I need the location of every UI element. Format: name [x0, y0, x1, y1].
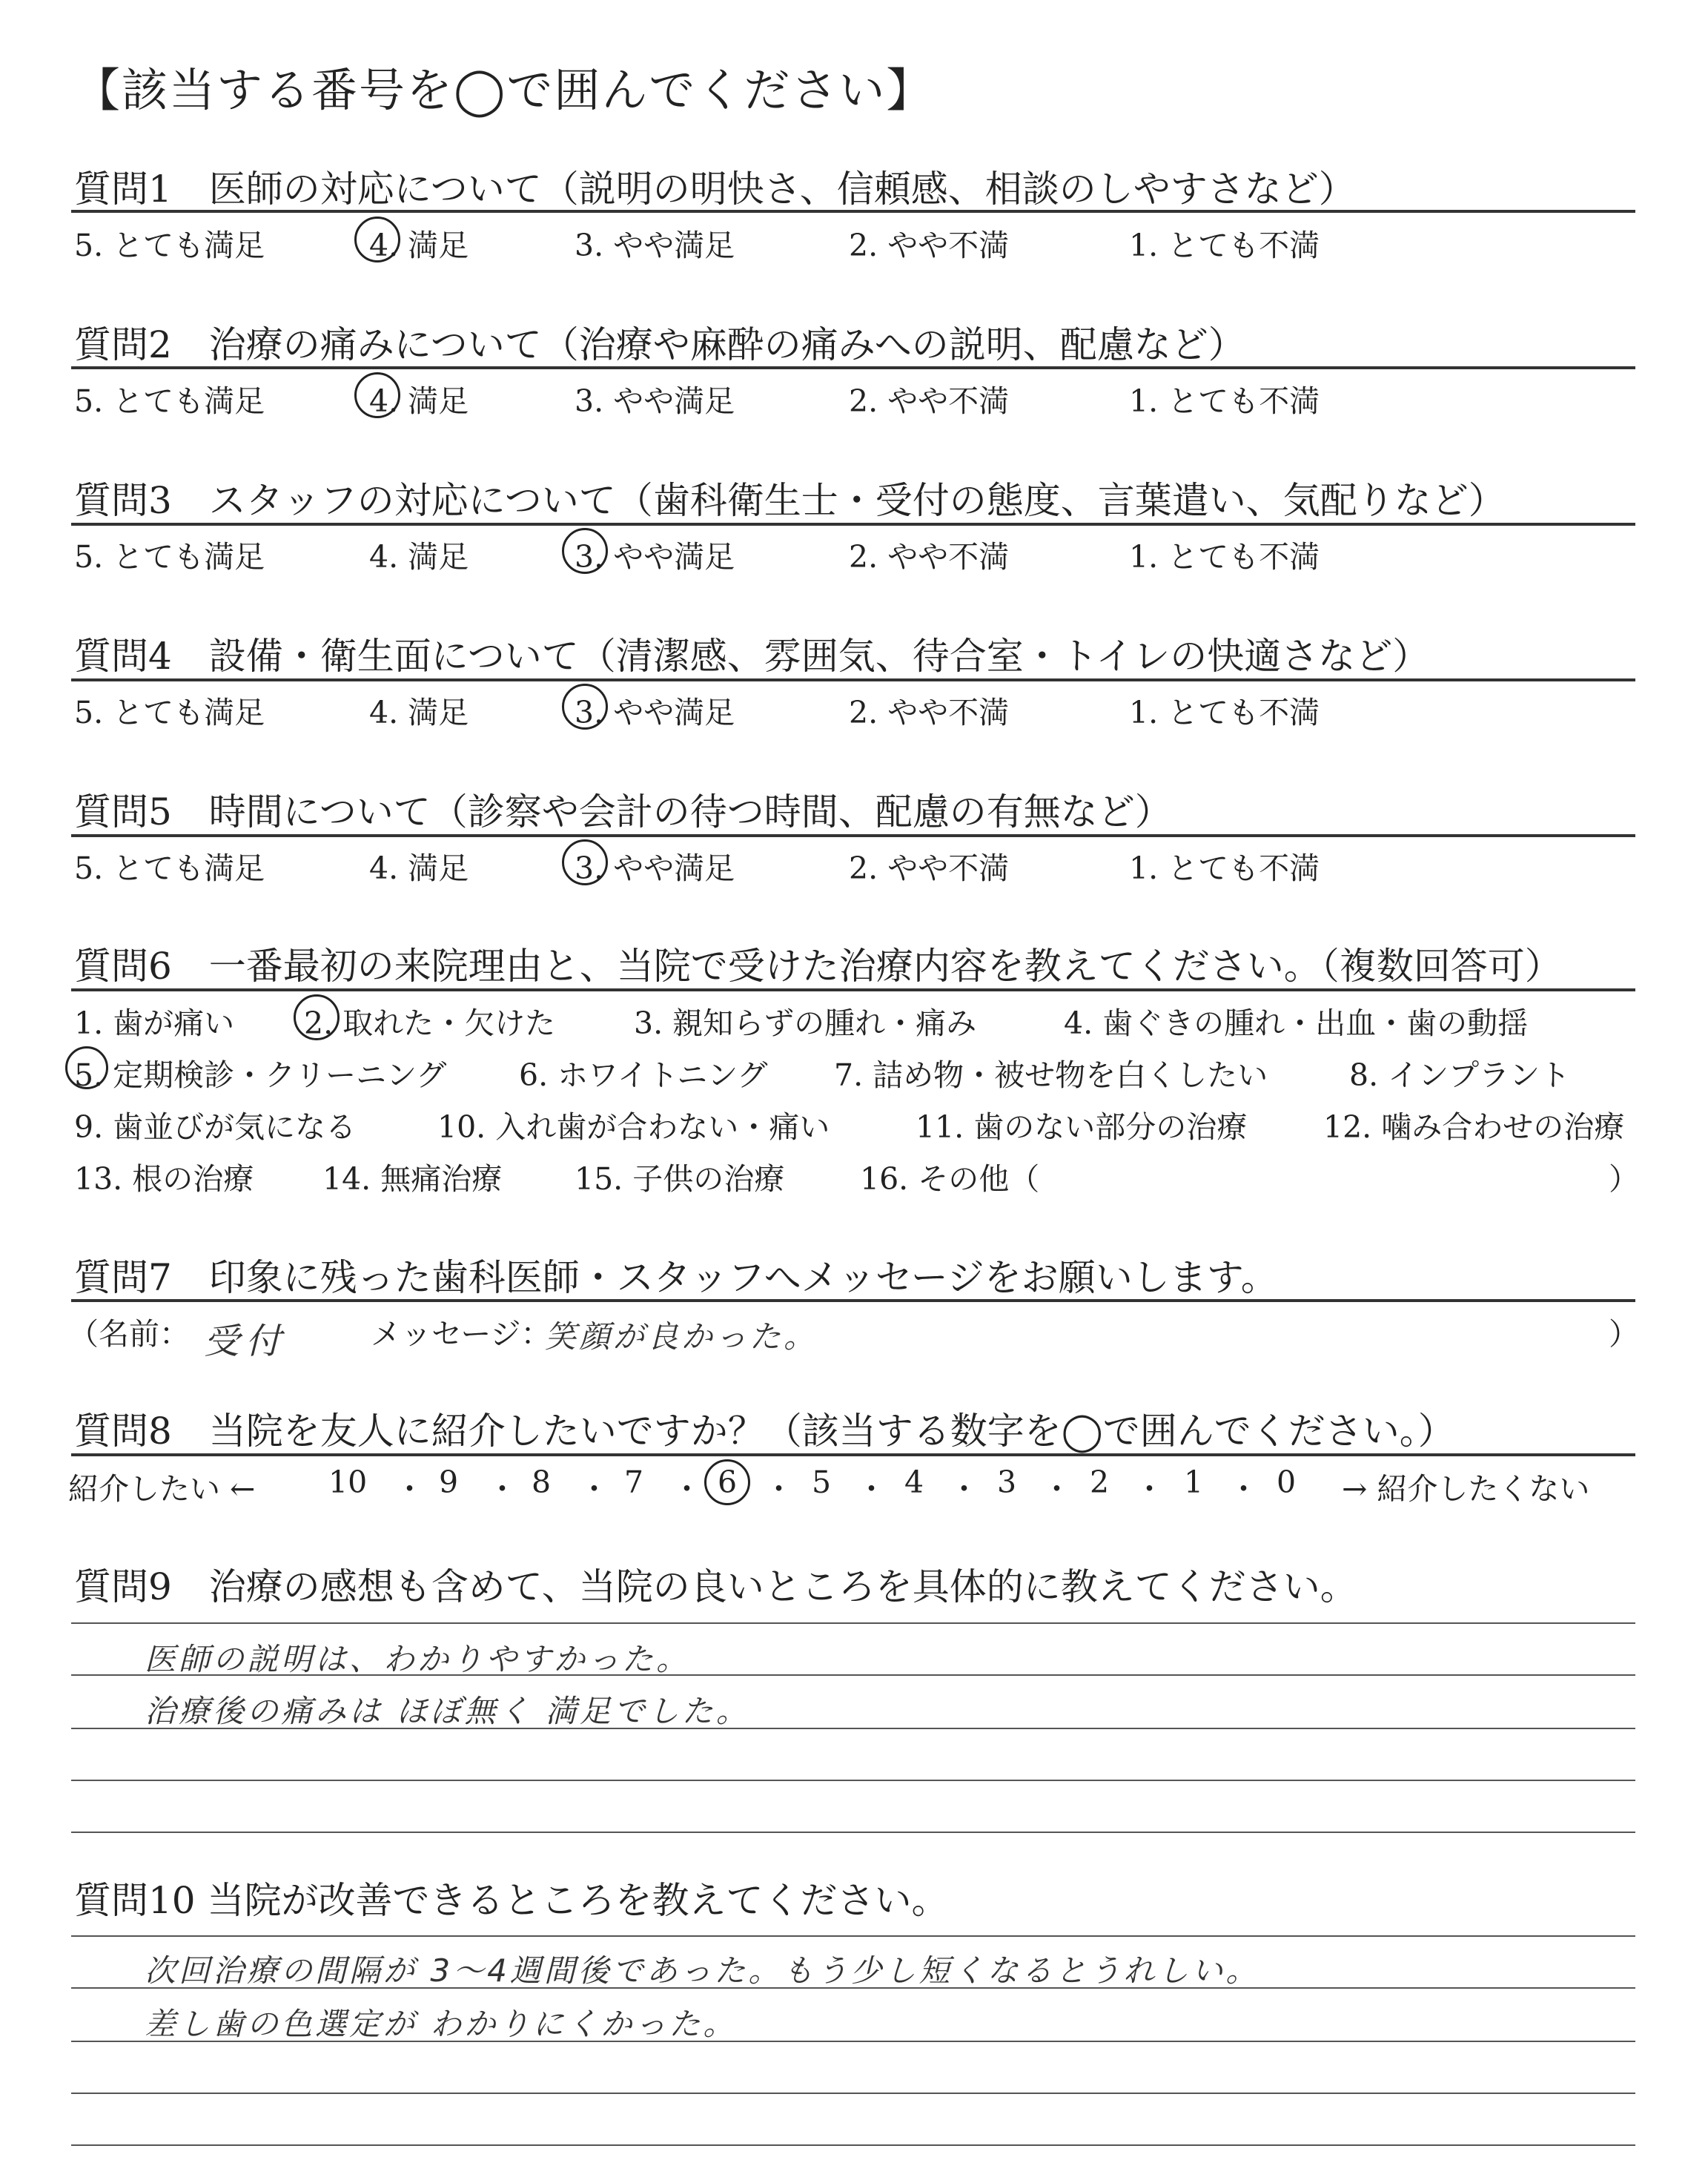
q1-option-2[interactable]: 2. やや不満 [849, 228, 1010, 263]
q8-scale-0[interactable]: 0 [1277, 1464, 1297, 1500]
q2-option-4[interactable]: 4. 満足 [369, 383, 469, 419]
q9-writing-line [71, 1832, 1635, 1833]
q5-option-3[interactable]: 3. やや満足 [575, 851, 735, 886]
q5-option-5[interactable]: 5. とても満足 [74, 851, 265, 886]
q2-option-1[interactable]: 1. とても不満 [1129, 383, 1320, 419]
q1-option-3[interactable]: 3. やや満足 [575, 228, 735, 263]
q1-option-1[interactable]: 1. とても不満 [1129, 228, 1320, 263]
q9-writing-line [71, 1674, 1635, 1676]
q8-sep: ・ [764, 1471, 794, 1507]
q4-option-5[interactable]: 5. とても満足 [74, 695, 265, 730]
q7-name-value[interactable]: 受付 [204, 1321, 288, 1362]
q8-sep: ・ [672, 1471, 702, 1507]
q2-rule [71, 366, 1635, 369]
q2-title: 質問2 治療の痛みについて（治療や麻酔の痛みへの説明、配慮など） [74, 323, 1245, 366]
q8-scale-3[interactable]: 3 [997, 1464, 1017, 1500]
q1-option-5[interactable]: 5. とても満足 [74, 228, 265, 263]
q3-option-4[interactable]: 4. 満足 [369, 539, 469, 575]
q8-sep: ・ [949, 1471, 979, 1507]
q9-writing-line [71, 1728, 1635, 1729]
q10-answer-line-2[interactable]: 差し歯の色選定が わかりにくかった。 [145, 2006, 738, 2042]
q3-option-1[interactable]: 1. とても不満 [1129, 539, 1320, 575]
q6-option-7[interactable]: 7. 詰め物・被せ物を白くしたい [834, 1057, 1268, 1093]
q1-option-4[interactable]: 4. 満足 [369, 228, 469, 263]
q9-writing-line [71, 1622, 1635, 1624]
q6-option-8[interactable]: 8. インプラント [1349, 1057, 1571, 1093]
q6-option-13[interactable]: 13. 根の治療 [74, 1161, 254, 1197]
q4-option-1[interactable]: 1. とても不満 [1129, 695, 1320, 730]
q5-option-2[interactable]: 2. やや不満 [849, 851, 1010, 886]
q8-scale-8[interactable]: 8 [532, 1464, 552, 1500]
q3-option-3[interactable]: 3. やや満足 [575, 539, 735, 575]
q8-sep: ・ [1134, 1471, 1165, 1507]
q8-scale-9[interactable]: 9 [439, 1464, 459, 1500]
q6-option-16[interactable]: 16. その他（ [860, 1161, 1040, 1197]
q10-title: 質問10 当院が改善できるところを教えてください。 [74, 1879, 949, 1922]
q6-option-4[interactable]: 4. 歯ぐきの腫れ・出血・歯の動揺 [1064, 1005, 1529, 1041]
q7-rule [71, 1299, 1635, 1302]
q4-rule [71, 678, 1635, 681]
q6-option-12[interactable]: 12. 噛み合わせの治療 [1323, 1109, 1625, 1145]
q5-rule [71, 834, 1635, 837]
q8-right-label: → 紹介したくない [1342, 1471, 1590, 1507]
q3-rule [71, 523, 1635, 526]
q8-title: 質問8 当院を友人に紹介したいですか？（該当する数字を◯で囲んでください。） [74, 1410, 1455, 1453]
q10-writing-line [71, 2144, 1635, 2146]
q9-title: 質問9 治療の感想も含めて、当院の良いところを具体的に教えてください。 [74, 1565, 1357, 1608]
q8-scale-2[interactable]: 2 [1090, 1464, 1110, 1500]
q7-name-label: （名前： [68, 1316, 190, 1352]
q6-option-15[interactable]: 15. 子供の治療 [575, 1161, 785, 1197]
q9-answer-line-1[interactable]: 医師の説明は、わかりやすかった。 [145, 1641, 691, 1677]
q8-scale-6[interactable]: 6 [718, 1464, 738, 1500]
q5-title: 質問5 時間について（診察や会計の待つ時間、配慮の有無など） [74, 790, 1172, 833]
q8-sep: ・ [856, 1471, 887, 1507]
q2-option-3[interactable]: 3. やや満足 [575, 383, 735, 419]
q4-title: 質問4 設備・衛生面について（清潔感、雰囲気、待合室・トイレの快適さなど） [74, 635, 1430, 678]
q1-rule [71, 210, 1635, 213]
q7-close-paren: ） [1609, 1316, 1639, 1352]
q6-title: 質問6 一番最初の来院理由と、当院で受けた治療内容を教えてください。（複数回答可） [74, 945, 1562, 988]
sheet-header: 【該当する番号を◯で囲んでください】 [74, 63, 934, 117]
q6-option-5[interactable]: 5. 定期検診・クリーニング [74, 1057, 447, 1093]
q8-sep: ・ [1042, 1471, 1072, 1507]
q7-message-label: メッセージ： [371, 1316, 552, 1352]
q5-option-1[interactable]: 1. とても不満 [1129, 851, 1320, 886]
q8-rule [71, 1453, 1635, 1456]
q6-option-10[interactable]: 10. 入れ歯が合わない・痛い [437, 1109, 830, 1145]
q4-option-2[interactable]: 2. やや不満 [849, 695, 1010, 730]
q1-title: 質問1 医師の対応について（説明の明快さ、信頼感、相談のしやすさなど） [74, 168, 1356, 211]
q4-option-4[interactable]: 4. 満足 [369, 695, 469, 730]
q8-scale-5[interactable]: 5 [812, 1464, 832, 1500]
q8-sep: ・ [394, 1471, 425, 1507]
q6-option-1[interactable]: 1. 歯が痛い [74, 1005, 235, 1041]
q8-left-label: 紹介したい ← [68, 1471, 256, 1507]
q2-option-2[interactable]: 2. やや不満 [849, 383, 1010, 419]
q6-option-6[interactable]: 6. ホワイトニング [519, 1057, 768, 1093]
q6-option-14[interactable]: 14. 無痛治療 [322, 1161, 503, 1197]
q2-option-5[interactable]: 5. とても満足 [74, 383, 265, 419]
q8-scale-10[interactable]: 10 [328, 1464, 368, 1500]
q10-answer-line-1[interactable]: 次回治療の間隔が 3〜4週間後であった。もう少し短くなるとうれしい。 [145, 1952, 1260, 1989]
q8-sep: ・ [487, 1471, 517, 1507]
q6-option-3[interactable]: 3. 親知らずの腫れ・痛み [634, 1005, 977, 1041]
q6-other-close-paren: ） [1609, 1161, 1639, 1197]
q6-option-9[interactable]: 9. 歯並びが気になる [74, 1109, 357, 1145]
q7-message-value[interactable]: 笑顔が良かった。 [545, 1318, 818, 1355]
q10-writing-line [71, 1987, 1635, 1989]
q8-scale-7[interactable]: 7 [624, 1464, 644, 1500]
q10-writing-line [71, 2093, 1635, 2094]
q9-answer-line-2[interactable]: 治療後の痛みは ほぼ無く 満足でした。 [145, 1693, 750, 1729]
q3-title: 質問3 スタッフの対応について（歯科衛生士・受付の態度、言葉遣い、気配りなど） [74, 479, 1506, 522]
q3-option-5[interactable]: 5. とても満足 [74, 539, 265, 575]
q8-scale-4[interactable]: 4 [904, 1464, 924, 1500]
q6-option-11[interactable]: 11. 歯のない部分の治療 [916, 1109, 1248, 1145]
q9-writing-line [71, 1780, 1635, 1781]
q10-writing-line [71, 1935, 1635, 1937]
q8-sep: ・ [1228, 1471, 1259, 1507]
q7-title: 質問7 印象に残った歯科医師・スタッフへメッセージをお願いします。 [74, 1256, 1278, 1299]
q10-writing-line [71, 2041, 1635, 2042]
q8-scale-1[interactable]: 1 [1184, 1464, 1204, 1500]
q4-option-3[interactable]: 3. やや満足 [575, 695, 735, 730]
q5-option-4[interactable]: 4. 満足 [369, 851, 469, 886]
q6-option-2[interactable]: 2. 取れた・欠けた [304, 1005, 556, 1041]
q6-rule [71, 988, 1635, 991]
q3-option-2[interactable]: 2. やや不満 [849, 539, 1010, 575]
q8-sep: ・ [579, 1471, 609, 1507]
